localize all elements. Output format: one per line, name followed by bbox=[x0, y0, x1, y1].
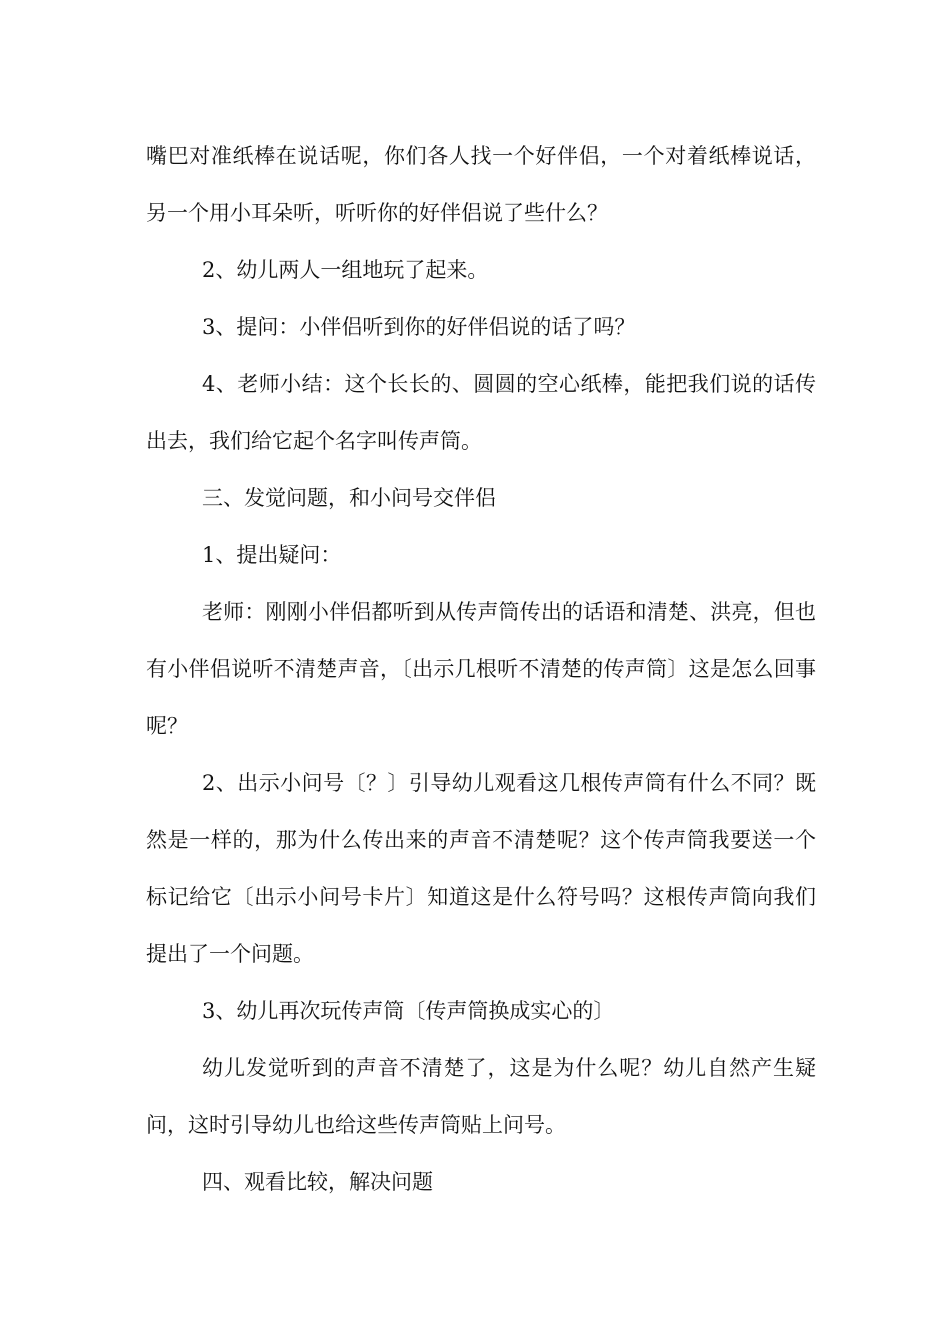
paragraph-4: 4、老师小结：这个长长的、圆圆的空心纸棒，能把我们说的话传出去，我们给它起个名字叫传声筒。 bbox=[146, 372, 816, 453]
section-heading-3: 三、发觉问题，和小问号交伴侣 bbox=[202, 486, 496, 510]
paragraph-7: 老师：刚刚小伴侣都听到从传声筒传出的话语和清楚、洪亮，但也有小伴侣说听不清楚声音，〔出示几根听不清楚的传声筒〕这是怎么回事呢？ bbox=[146, 600, 816, 738]
paragraph-10: 幼儿发觉听到的声音不清楚了，这是为什么呢？幼儿自然产生疑问，这时引导幼儿也给这些传声筒贴上问号。 bbox=[146, 1056, 816, 1137]
paragraph-9: 3、幼儿再次玩传声筒〔传声筒换成实心的〕 bbox=[202, 999, 615, 1023]
paragraph-1: 嘴巴对准纸棒在说话呢，你们各人找一个好伴侣，一个对着纸棒说话，另一个用小耳朵听，听听你的好伴侣说了些什么？ bbox=[146, 144, 816, 225]
document-body bbox=[146, 128, 816, 1211]
paragraph-2: 2、幼儿两人一组地玩了起来。 bbox=[202, 258, 489, 282]
paragraph-6: 1、提出疑问： bbox=[202, 543, 342, 567]
section-heading-4: 四、观看比较，解决问题 bbox=[202, 1170, 433, 1194]
paragraph-3: 3、提问：小伴侣听到你的好伴侣说的话了吗？ bbox=[202, 315, 636, 339]
paragraph-8: 2、出示小问号〔？〕引导幼儿观看这几根传声筒有什么不同？既然是一样的，那为什么传出来的声音不清楚呢？这个传声筒我要送一个标记给它〔出示小问号卡片〕知道这是什么符号吗？这根传声筒向我们提出了一个问题。 bbox=[146, 771, 816, 966]
